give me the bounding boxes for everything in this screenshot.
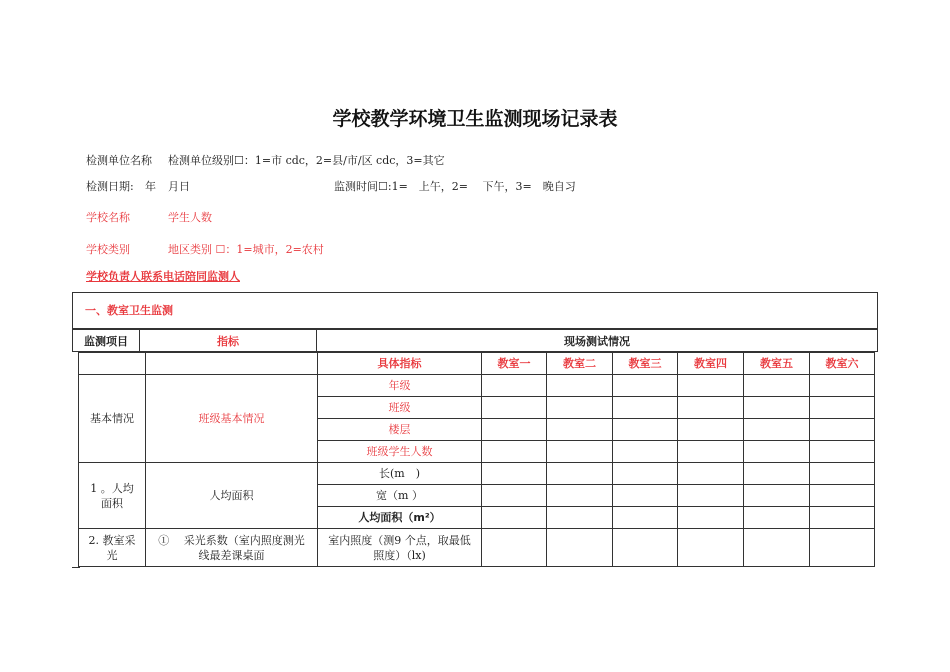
input-cell[interactable]	[810, 441, 875, 463]
student-count-label: 学生人数	[168, 211, 212, 224]
spec-floor: 楼层	[318, 419, 482, 441]
input-cell[interactable]	[810, 529, 875, 567]
input-cell[interactable]	[613, 529, 678, 567]
area-indicator-cell: 人均面积	[146, 463, 318, 529]
input-cell[interactable]	[744, 375, 810, 397]
input-cell[interactable]	[482, 463, 547, 485]
section-heading-box	[72, 292, 878, 329]
input-cell[interactable]	[810, 375, 875, 397]
input-cell[interactable]	[810, 485, 875, 507]
section-heading: 一、教室卫生监测	[85, 304, 173, 317]
input-cell[interactable]	[547, 529, 613, 567]
header-indicator-label: 指标	[217, 334, 239, 348]
input-cell[interactable]	[547, 419, 613, 441]
header-item	[72, 329, 140, 352]
input-cell[interactable]	[547, 463, 613, 485]
input-cell[interactable]	[482, 441, 547, 463]
light-indicator-cell: ① 采光系数（室内照度测光线最差课桌面	[146, 529, 318, 567]
header-indicator	[139, 329, 317, 352]
spec-area-per-person: 人均面积（m²）	[318, 507, 482, 529]
input-cell[interactable]	[810, 397, 875, 419]
input-cell[interactable]	[547, 397, 613, 419]
monitoring-table	[78, 352, 875, 567]
input-cell[interactable]	[678, 375, 744, 397]
input-cell[interactable]	[678, 419, 744, 441]
header-onsite	[316, 329, 878, 352]
table-row	[79, 463, 875, 485]
subheader-row	[79, 353, 875, 375]
input-cell[interactable]	[547, 375, 613, 397]
unit-name-label: 检测单位名称	[86, 154, 152, 167]
input-cell[interactable]	[482, 507, 547, 529]
input-cell[interactable]	[613, 397, 678, 419]
year-label: 年	[145, 180, 156, 193]
input-cell[interactable]	[547, 441, 613, 463]
input-cell[interactable]	[613, 463, 678, 485]
page-title: 学校教学环境卫生监测现场记录表	[332, 108, 618, 130]
input-cell[interactable]	[547, 485, 613, 507]
date-label: 检测日期:	[86, 180, 134, 193]
blank-cell	[146, 353, 318, 375]
spec-illuminance: 室内照度（测9 个点，取最低照度）（lx)	[318, 529, 482, 567]
input-cell[interactable]	[613, 507, 678, 529]
table-row	[79, 375, 875, 397]
input-cell[interactable]	[482, 375, 547, 397]
area-item-cell: 1 。人均面积	[79, 463, 146, 529]
input-cell[interactable]	[744, 397, 810, 419]
input-cell[interactable]	[613, 375, 678, 397]
divider	[72, 567, 80, 568]
area-type-label: 地区类别 ☐：1=城市，2=农村	[168, 243, 324, 256]
spec-class: 班级	[318, 397, 482, 419]
spec-grade: 年级	[318, 375, 482, 397]
spec-student-count: 班级学生人数	[318, 441, 482, 463]
input-cell[interactable]	[744, 441, 810, 463]
school-type-label: 学校类别	[86, 243, 130, 256]
input-cell[interactable]	[547, 507, 613, 529]
input-cell[interactable]	[482, 397, 547, 419]
classroom-4-header: 教室四	[678, 353, 744, 375]
input-cell[interactable]	[744, 463, 810, 485]
blank-cell	[79, 353, 146, 375]
spec-width: 宽（m ）	[318, 485, 482, 507]
input-cell[interactable]	[613, 419, 678, 441]
classroom-6-header: 教室六	[810, 353, 875, 375]
input-cell[interactable]	[678, 529, 744, 567]
contact-label: 学校负责人联系电话陪同监测人	[86, 270, 240, 283]
basic-indicator-cell: 班级基本情况	[146, 375, 318, 463]
input-cell[interactable]	[678, 397, 744, 419]
classroom-2-header: 教室二	[547, 353, 613, 375]
input-cell[interactable]	[744, 507, 810, 529]
header-item-label: 监测项目	[84, 334, 128, 348]
input-cell[interactable]	[482, 485, 547, 507]
input-cell[interactable]	[744, 419, 810, 441]
classroom-5-header: 教室五	[744, 353, 810, 375]
input-cell[interactable]	[744, 529, 810, 567]
basic-item-cell: 基本情况	[79, 375, 146, 463]
school-name-label: 学校名称	[86, 211, 130, 224]
input-cell[interactable]	[744, 485, 810, 507]
input-cell[interactable]	[810, 419, 875, 441]
input-cell[interactable]	[810, 463, 875, 485]
input-cell[interactable]	[613, 441, 678, 463]
header-onsite-label: 现场测试情况	[564, 334, 630, 348]
input-cell[interactable]	[810, 507, 875, 529]
specific-indicator-header: 具体指标	[318, 353, 482, 375]
classroom-1-header: 教室一	[482, 353, 547, 375]
spec-length: 长(m )	[318, 463, 482, 485]
light-item-cell: 2. 教室采光	[79, 529, 146, 567]
monitor-time-label: 监测时间☐:1= 上午，2= 下午，3= 晚自习	[334, 180, 576, 193]
input-cell[interactable]	[482, 419, 547, 441]
table-row	[79, 529, 875, 567]
input-cell[interactable]	[678, 463, 744, 485]
input-cell[interactable]	[678, 507, 744, 529]
input-cell[interactable]	[678, 441, 744, 463]
classroom-3-header: 教室三	[613, 353, 678, 375]
input-cell[interactable]	[613, 485, 678, 507]
month-day-label: 月日	[168, 180, 190, 193]
input-cell[interactable]	[678, 485, 744, 507]
input-cell[interactable]	[482, 529, 547, 567]
unit-level-label: 检测单位级别☐：1=市 cdc，2=县/市/区 cdc，3=其它	[168, 154, 445, 167]
